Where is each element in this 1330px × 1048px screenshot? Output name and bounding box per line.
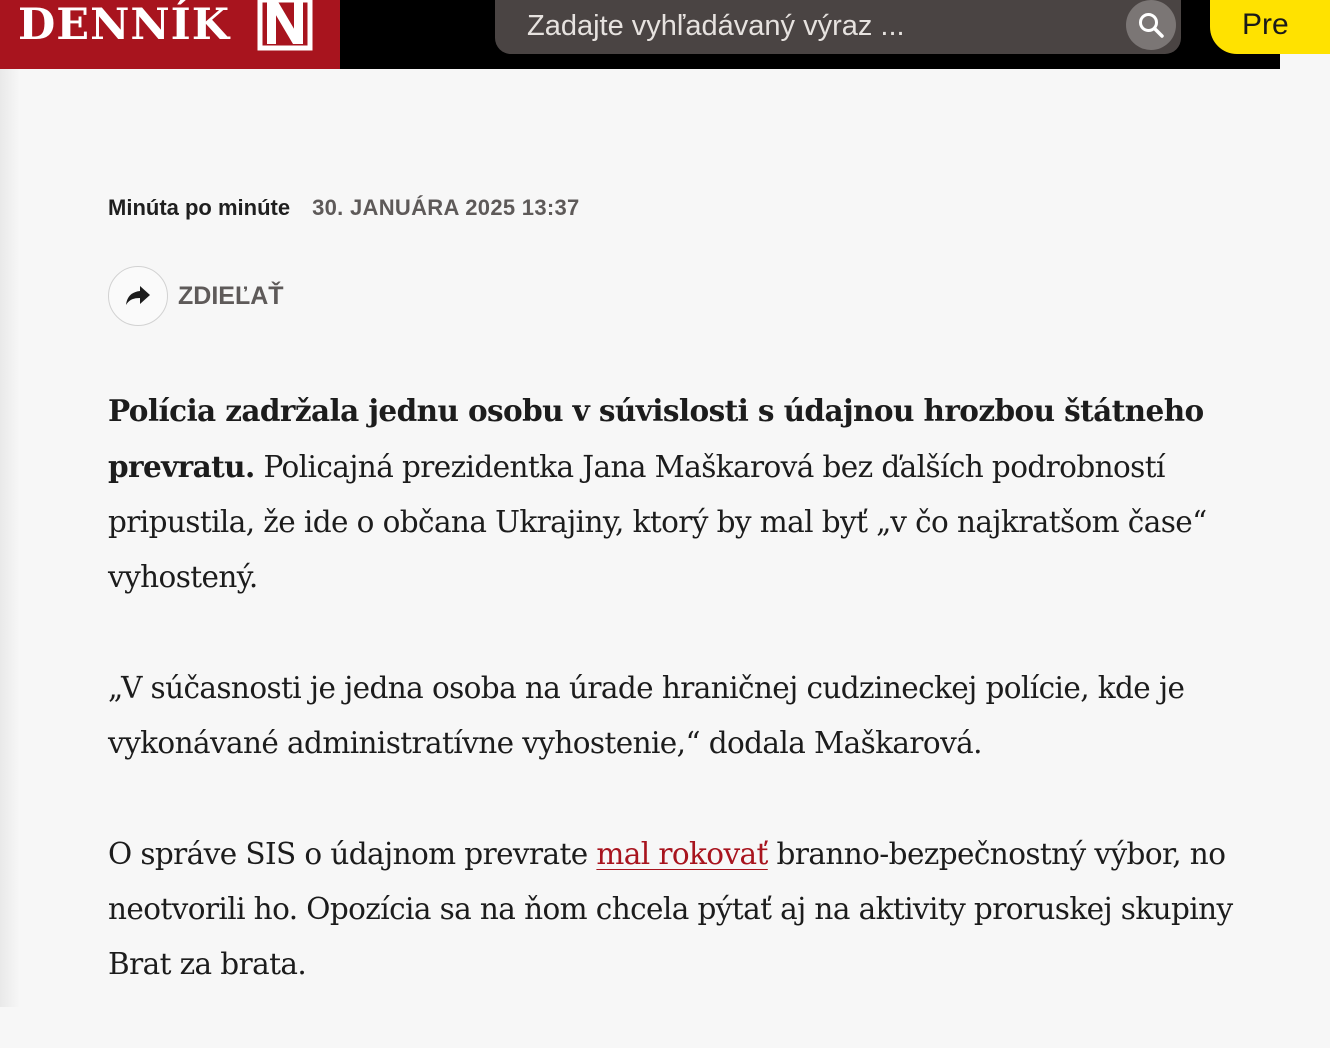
paragraph-text: O správe SIS o údajnom prevrate	[108, 837, 597, 871]
article-paragraph	[108, 661, 1268, 771]
n-logo-icon	[258, 0, 312, 50]
article-paragraph	[108, 827, 1268, 992]
premium-button[interactable]: Pre	[1210, 0, 1330, 54]
article-body	[108, 383, 1268, 1048]
share-icon-circle	[108, 266, 168, 326]
share-label: ZDIEĽAŤ	[178, 281, 284, 310]
share-arrow-icon	[124, 284, 152, 308]
section-link[interactable]: Minúta po minúte	[108, 195, 291, 220]
paragraph-text: branno-bezpečnostný výbor, no neotvorili ho. Opozícia sa na ňom chcela pýtať aj na aktivity proruskej skupiny Brat za brata.	[108, 837, 1233, 981]
site-logo[interactable]	[0, 0, 340, 69]
publish-date: 30. JANUÁRA 2025 13:37	[312, 195, 580, 220]
inline-link-mal-rokovat[interactable]: mal rokovať	[596, 837, 768, 871]
search-icon	[1137, 11, 1165, 39]
paragraph-text: Policajná prezidentka Jana Maškarová bez ďalších podrobností pripustila, že ide o občana Ukrajiny, ktorý by mal byť „v čo najkratšom čase“ vyhostený.	[108, 450, 1207, 594]
page-edge-shadow	[0, 69, 20, 1007]
article-paragraph	[108, 383, 1268, 605]
quote-text: „V súčasnosti je jedna osoba na úrade hraničnej cudzineckej polície, kde je vykonávané administratívne vyhostenie,“ dodala Maškarová.	[108, 671, 1185, 760]
top-navigation-bar	[0, 0, 1289, 69]
search-bar	[495, 0, 1181, 54]
logo-wordmark: DENNÍK	[18, 0, 231, 50]
lead-text: Polícia zadržala jednu osobu v súvislosti s údajnou hrozbou štátneho prevratu.	[108, 393, 1204, 484]
share-button[interactable]	[108, 266, 284, 326]
search-button[interactable]	[1126, 0, 1176, 50]
article-meta	[108, 194, 580, 222]
search-input[interactable]	[527, 6, 1107, 46]
